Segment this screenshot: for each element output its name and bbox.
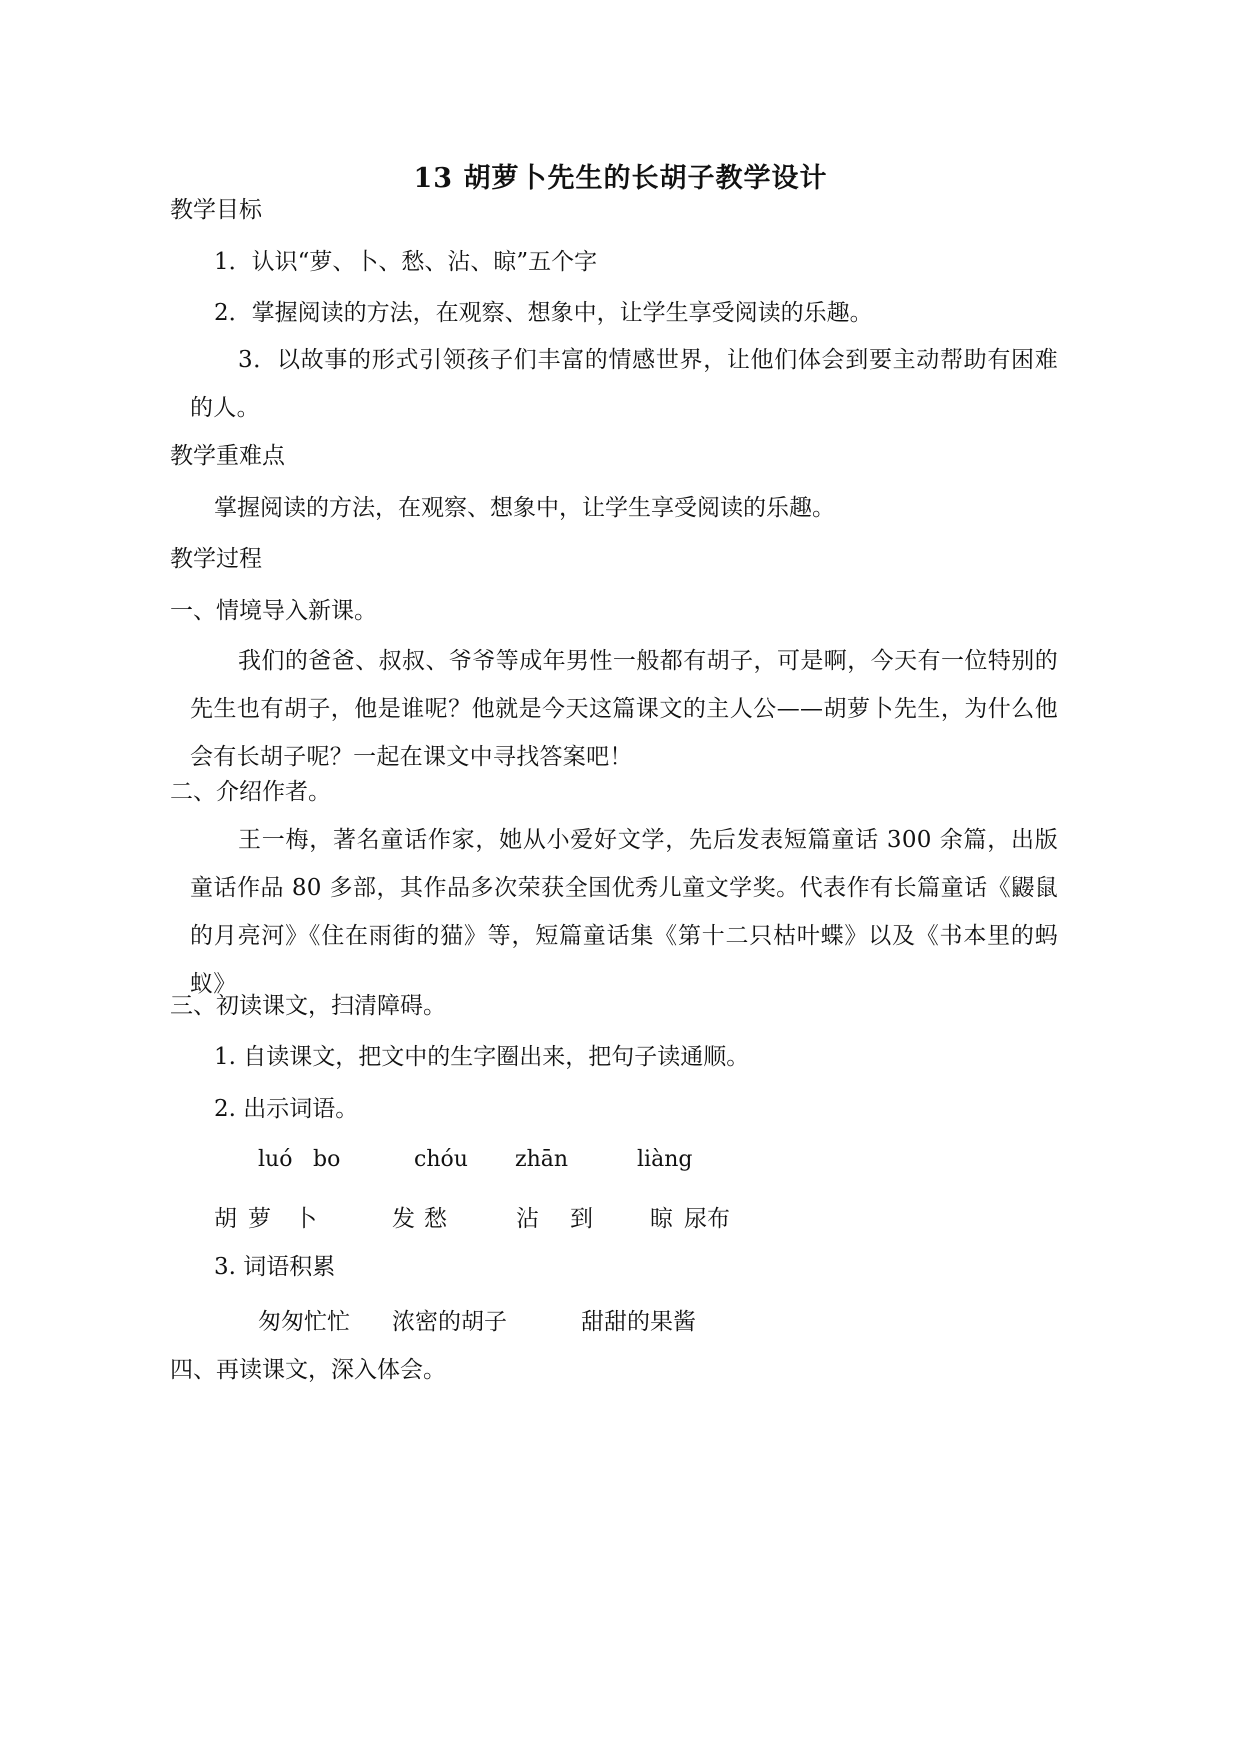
section-4-heading: 四、再读课文，深入体会。 — [170, 1357, 446, 1383]
section-2-text: 王一梅，著名童话作家，她从小爱好文学，先后发表短篇童话 300 余篇，出版童话作品 80 多部，其作品多次荣获全国优秀儿童文学奖。代表作有长篇童话《鼹鼠的月亮河》《住在雨街的猫》等，短篇童话集《第十二只枯叶蝶》以及《书本里的蚂蚁》 — [190, 827, 1058, 997]
section-3-step-3: 3. 词语积累 — [214, 1254, 336, 1280]
objective-item-2: 2．掌握阅读的方法，在观察、想象中，让学生享受阅读的乐趣。 — [214, 300, 873, 326]
key-points-heading: 教学重难点 — [170, 443, 285, 469]
word-zhan: 沾 — [516, 1206, 539, 1232]
objectives-heading: 教学目标 — [170, 197, 262, 223]
section-1-text: 我们的爸爸、叔叔、爷爷等成年男性一般都有胡子，可是啊，今天有一位特别的先生也有胡子，他是谁呢？他就是今天这篇课文的主人公——胡萝卜先生，为什么他会有长胡子呢？一起在课文中寻找答案吧！ — [190, 648, 1058, 770]
pinyin-chou: chóu — [414, 1147, 468, 1172]
section-1-heading: 一、情境导入新课。 — [170, 598, 377, 624]
phrases-row — [0, 1303, 1241, 1333]
phrase-2: 浓密的胡子 — [392, 1309, 507, 1335]
objective-item-1: 1．认识“萝、卜、愁、沾、晾”五个字 — [214, 249, 598, 275]
word-bo: 卜 — [294, 1206, 317, 1232]
objective-item-3: 3．以故事的形式引领孩子们丰富的情感世界，让他们体会到要主动帮助有困难的人。 — [190, 347, 1058, 421]
word-liang: 晾 — [650, 1206, 673, 1232]
key-points-text: 掌握阅读的方法，在观察、想象中，让学生享受阅读的乐趣。 — [214, 495, 835, 521]
pinyin-liang: liàng — [637, 1147, 693, 1172]
word-chou: 愁 — [424, 1206, 447, 1232]
pinyin-row — [0, 1147, 1241, 1177]
word-dao: 到 — [570, 1206, 593, 1232]
section-2-heading: 二、介绍作者。 — [170, 779, 331, 805]
word-niaobu: 尿布 — [684, 1206, 730, 1232]
pinyin-zhan: zhān — [515, 1147, 569, 1172]
word-fa: 发 — [392, 1206, 415, 1232]
phrase-1: 匆匆忙忙 — [258, 1309, 350, 1335]
pinyin-luo: luó — [258, 1147, 293, 1172]
section-3-step-1: 1. 自读课文，把文中的生字圈出来，把句子读通顺。 — [214, 1044, 750, 1070]
section-3-step-2: 2. 出示词语。 — [214, 1096, 359, 1122]
section-3-heading: 三、初读课文，扫清障碍。 — [170, 993, 446, 1019]
document-title: 13 胡萝卜先生的长胡子教学设计 — [413, 163, 828, 194]
word-luo: 萝 — [248, 1206, 271, 1232]
pinyin-bo: bo — [313, 1147, 341, 1172]
phrase-3: 甜甜的果酱 — [581, 1309, 696, 1335]
word-hu: 胡 — [214, 1206, 237, 1232]
vocabulary-row — [0, 1200, 1241, 1230]
process-heading: 教学过程 — [170, 546, 262, 572]
